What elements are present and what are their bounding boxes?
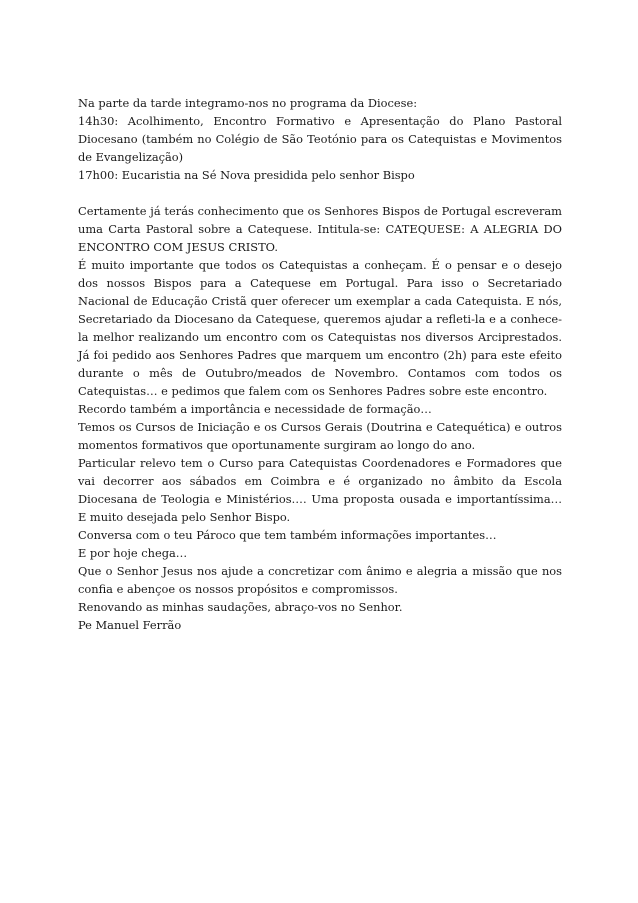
schedule-item-1700: 17h00: Eucaristia na Sé Nova presidida pelo senhor Bispo: [78, 168, 415, 182]
document-page: [78, 94, 562, 634]
schedule-item-1430: 14h30: Acolhimento, Encontro Formativo e Apresentação do Plano Pastoral Diocesano (também no Colégio de São Teotónio para os Catequistas e Movimentos de Evangelização): [78, 114, 562, 164]
paragraph-cursos: Temos os Cursos de Iniciação e os Cursos Gerais (Doutrina e Catequética) e outros momentos formativos que oportunamente surgiram ao longo do ano.: [78, 420, 562, 452]
paragraph-encontro: É muito importante que todos os Catequistas a conheçam. É o pensar e o desejo dos nossos Bispos para a Catequese em Portugal. Para isso o Secretariado Nacional de Educação Cristã quer oferecer um exemplar a cada Catequista. E nós, Secretariado da Diocesano da Catequese, queremos ajudar a refleti-la e a conhece-la melhor realizando um encontro com os Catequistas nos diversos Arciprestados. Já foi pedido aos Senhores Padres que marquem um encontro (2h) para este efeito durante o mês de Outubro/meados de Novembro. Contamos com todos os Catequistas… e pedimos que falem com os Senhores Padres sobre este encontro.: [78, 258, 562, 398]
paragraph-gap: [78, 184, 562, 202]
paragraph-curso-coordenadores: Particular relevo tem o Curso para Catequistas Coordenadores e Formadores que vai decorrer aos sábados em Coimbra e é organizado no âmbito da Escola Diocesana de Teologia e Ministérios…. Uma proposta ousada e importantíssima… E muito desejada pelo Senhor Bispo.: [78, 456, 562, 524]
paragraph-bencao: Que o Senhor Jesus nos ajude a concretizar com ânimo e alegria a missão que nos confia e abençoe os nossos propósitos e compromissos.: [78, 564, 562, 596]
paragraph-carta-pastoral: Certamente já terás conhecimento que os Senhores Bispos de Portugal escreveram uma Carta Pastoral sobre a Catequese. Intitula-se: CATEQUESE: A ALEGRIA DO ENCONTRO COM JESUS CRISTO.: [78, 204, 562, 254]
signature: Pe Manuel Ferrão: [78, 618, 182, 632]
paragraph-por-hoje: E por hoje chega…: [78, 546, 188, 560]
paragraph-saudacoes: Renovando as minhas saudações, abraço-vos no Senhor.: [78, 600, 403, 614]
paragraph-paroco: Conversa com o teu Pároco que tem também informações importantes…: [78, 528, 497, 542]
schedule-intro: Na parte da tarde integramo-nos no programa da Diocese:: [78, 96, 418, 110]
paragraph-formacao: Recordo também a importância e necessidade de formação…: [78, 402, 432, 416]
